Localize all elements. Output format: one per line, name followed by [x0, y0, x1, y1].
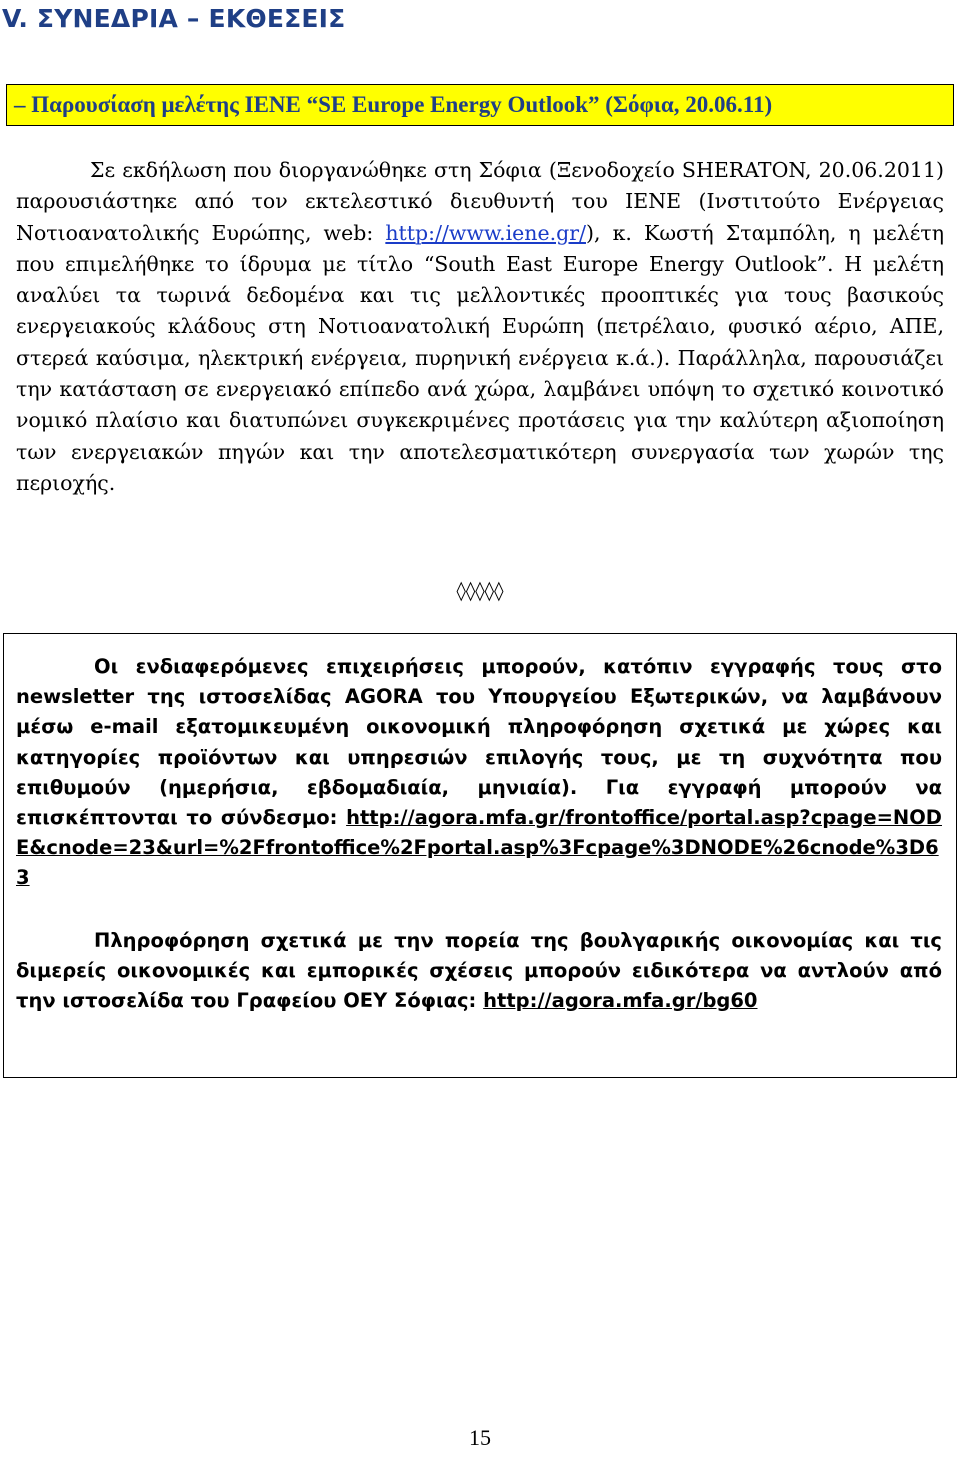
page-number: 15	[469, 1425, 491, 1450]
newsletter-paragraph	[16, 652, 942, 894]
article-text-part-2: ), κ. Κωστή Σταμπόλη, η μελέτη που επιμελήθηκε το ίδρυμα με τίτλο “South East Europe Energy Outlook”. Η μελέτη αναλύει τα τωρινά δεδομένα και τις μελλοντικές προοπτικές για τους βασικούς ενεργειακούς κλάδους στη Νοτιοανατολική Ευρώπη (πετρέλαιο, φυσικό αέριο, ΑΠΕ, στερεά καύσιμα, ηλεκτρική ενέργεια, πυρηνική ενέργεια κ.ά.). Παράλληλα, παρουσιάζει την κατάσταση σε ενεργειακό επίπεδο ανά χώρα, λαμβάνει υπόψη το σχετικό κοινοτικό νομικό πλαίσιο και διατυπώνει συγκεκριμένες προτάσεις για την καλύτερη αξιοποίηση των ενεργειακών πηγών και την αποτελεσματικότερη συνεργασία των χωρών της περιοχής.	[16, 220, 944, 495]
agora-bg60-link[interactable]: http://agora.mfa.gr/bg60	[483, 989, 758, 1013]
article-text-part-1: Σε εκδήλωση που διοργανώθηκε στη Σόφια (Ξενοδοχείο SHERATON, 20.06.2011) παρουσιάστηκε από τον εκτελεστικό διευθυντή του ΙΕΝΕ (Ινστιτούτο Ενέργειας Νοτιοανατολικής Ευρώπης, web:	[16, 158, 944, 245]
diamond-separator: ◊◊◊◊◊	[456, 580, 504, 602]
iene-link[interactable]: http://www.iene.gr/	[385, 220, 586, 245]
article-title: – Παρουσίαση μελέτης ΙΕΝΕ “SE Europe Energy Outlook” (Σόφια, 20.06.11)	[14, 92, 773, 117]
article-body	[16, 155, 944, 499]
bulgaria-info-paragraph	[16, 926, 942, 1017]
newsletter-text: Οι ενδιαφερόμενες επιχειρήσεις μπορούν, κατόπιν εγγραφής τους στο newsletter της ιστοσελίδας AGORA του Υπουργείου Εξωτερικών, να λαμβάνουν μέσω e-mail εξατομικευμένη οικονομική πληροφόρηση σχετικά με χώρες και κατηγορίες προϊόντων και υπηρεσιών επιλογής τους, με τη συχνότητα που επιθυμούν (ημερήσια, εβδομαδιαία, μηνιαία). Για εγγραφή μπορούν να επισκέπτονται το σύνδεσμο:	[16, 655, 942, 830]
agora-newsletter-link[interactable]: http://agora.mfa.gr/frontoffice/portal.asp?cpage=NODE&cnode=23&url=%2Ffrontoffice%2Fportal.asp%3Fcpage%3DNODE%26cnode%3D63	[16, 806, 942, 890]
section-heading: V. ΣΥΝΕΔΡΙΑ – ΕΚΘΕΣΕΙΣ	[2, 4, 346, 33]
bulgaria-info-text: Πληροφόρηση σχετικά με την πορεία της βουλγαρικής οικονομίας και τις διμερείς οικονομικές και εμπορικές σχέσεις μπορούν ειδικότερα να αντλούν από την ιστοσελίδα του Γραφείου ΟΕΥ Σόφιας:	[16, 929, 942, 1013]
